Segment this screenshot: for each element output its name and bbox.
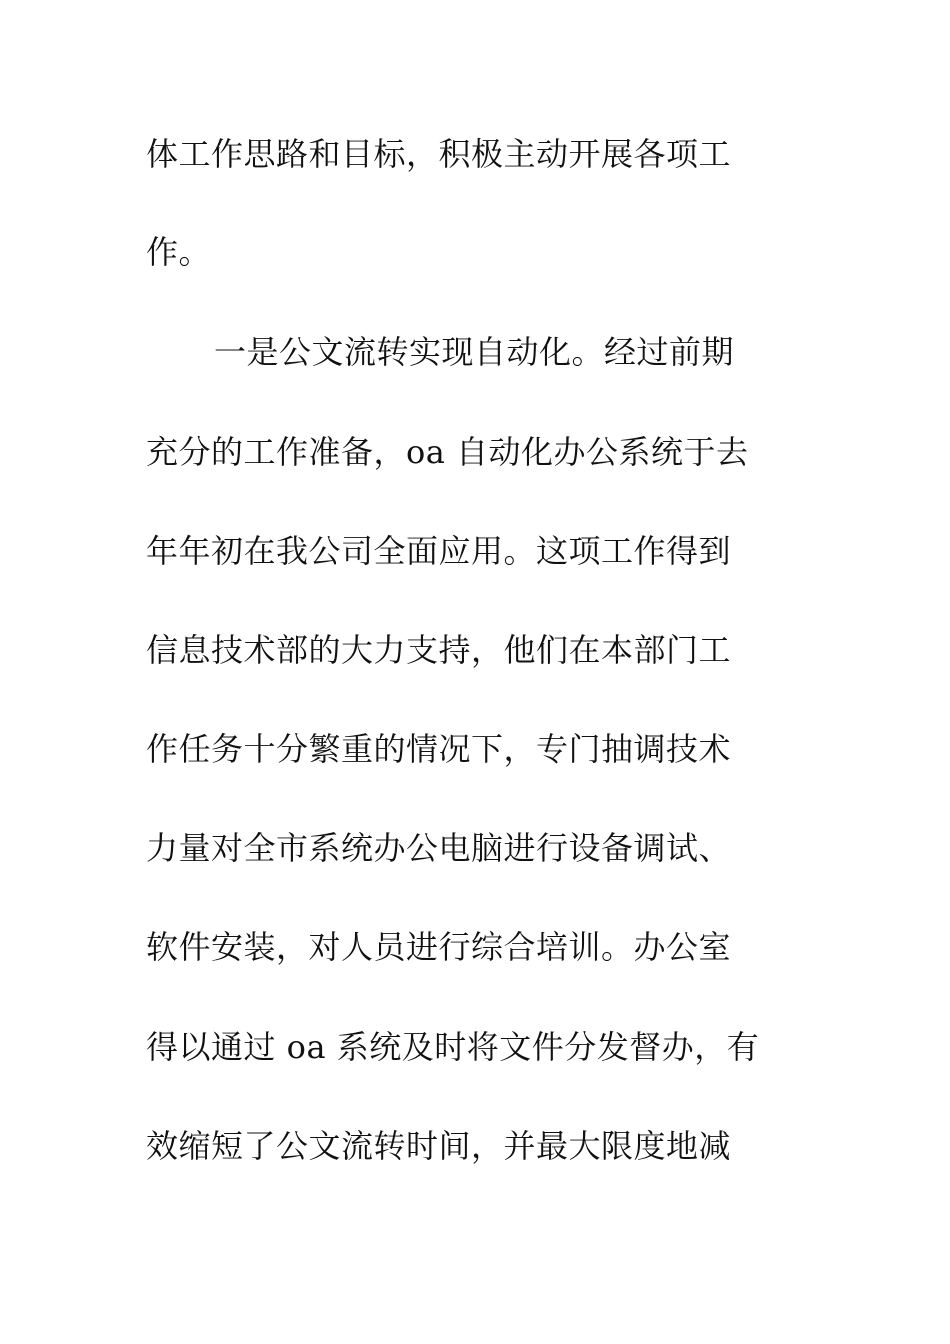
text-line-11: 效缩短了公文流转时间，并最大限度地减 xyxy=(146,1127,732,1165)
text-line-10: 得以通过 oa 系统及时将文件分发督办，有 xyxy=(146,1028,760,1066)
text-line-5: 年年初在我公司全面应用。这项工作得到 xyxy=(146,532,732,570)
text-line-8: 力量对全市系统办公电脑进行设备调试、 xyxy=(146,829,732,867)
text-line-1: 体工作思路和目标，积极主动开展各项工 xyxy=(146,135,732,173)
text-line-9: 软件安装，对人员进行综合培训。办公室 xyxy=(146,928,732,966)
text-line-2: 作。 xyxy=(146,233,212,271)
text-line-7: 作任务十分繁重的情况下，专门抽调技术 xyxy=(146,730,732,768)
text-line-6: 信息技术部的大力支持，他们在本部门工 xyxy=(146,631,732,669)
text-line-4: 充分的工作准备，oa 自动化办公系统于去 xyxy=(146,433,749,471)
paragraph-start-line: 一是公文流转实现自动化。经过前期 xyxy=(214,333,735,371)
